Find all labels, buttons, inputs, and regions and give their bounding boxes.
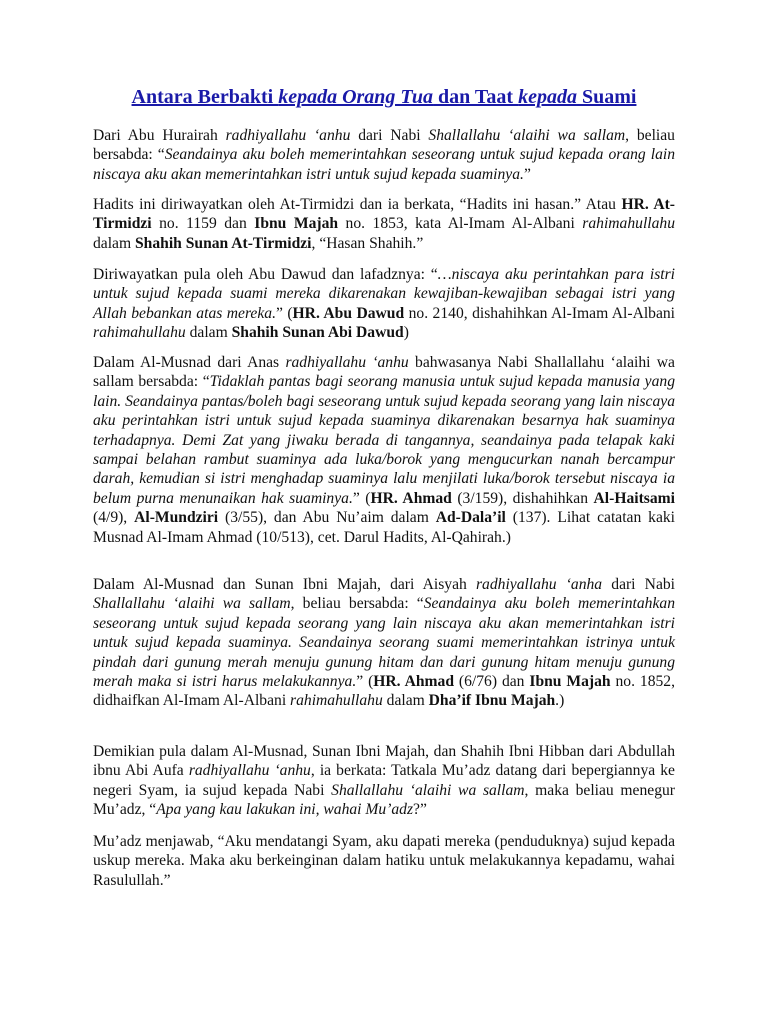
title-text-italic: kepada — [518, 86, 577, 108]
title-text-italic: kepada Orang Tua — [278, 86, 434, 108]
paragraph-7: Mu’adz menjawab, “Aku mendatangi Syam, aku dapati mereka (penduduknya) sujud kepada uskup mereka. Maka aku berkeinginan dalam hatiku untuk melakukannya kepadamu, wahai Rasulullah.” — [93, 833, 675, 889]
document-title — [0, 86, 768, 109]
paragraph-5: Dalam Al-Musnad dan Sunan Ibni Majah, dari Aisyah radhiyallahu ‘anha dari Nabi Shallallahu ‘alaihi wa sallam, beliau bersabda: “Seandainya aku boleh memerintahkan seseorang untuk sujud kepada seorang yang lain niscaya aku akan memerintahkan istri untuk sujud kepada suaminya. Seandainya seorang suami memerintahkan istrinya untuk pindah dari gunung merah menuju gunung hitam dan dari gunung hitam menuju gunung merah maka si istri harus melakukannya.” (HR. Ahmad (6/76) dan Ibnu Majah no. 1852, didhaifkan Al-Imam Al-Albani rahimahullahu dalam Dha’if Ibnu Majah.) — [93, 576, 675, 710]
paragraph-1: Dari Abu Hurairah radhiyallahu ‘anhu dari Nabi Shallallahu ‘alaihi wa sallam, beliau bersabda: “Seandainya aku boleh memerintahkan seseorang untuk sujud kepada orang lain niscaya aku akan memerintahkan istri untuk sujud kepada suaminya.” — [93, 127, 676, 183]
paragraph-2: Hadits ini diriwayatkan oleh At-Tirmidzi dan ia berkata, “Hadits ini hasan.” Atau HR. At-Tirmidzi no. 1159 dan Ibnu Majah no. 1853, kata Al-Imam Al-Albani rahimahullahu dalam Shahih Sunan At-Tirmidzi, “Hasan Shahih.” — [93, 196, 675, 252]
title-text: Antara Berbakti — [131, 86, 279, 108]
paragraph-3: Diriwayatkan pula oleh Abu Dawud dan lafadznya: “…niscaya aku perintahkan para istri untuk sujud kepada suami mereka dikarenakan kewajiban-kewajiban sebagai istri yang Allah bebankan atas mereka.” (HR. Abu Dawud no. 2140, dishahihkan Al-Imam Al-Albani rahimahullahu dalam Shahih Sunan Abi Dawud) — [93, 266, 676, 342]
paragraph-6: Demikian pula dalam Al-Musnad, Sunan Ibni Majah, dan Shahih Ibni Hibban dari Abdullah ibnu Abi Aufa radhiyallahu ‘anhu, ia berkata: Tatkala Mu’adz datang dari bepergiannya ke negeri Syam, ia sujud kepada Nabi Shallallahu ‘alaihi wa sallam, maka beliau menegur Mu’adz, “Apa yang kau lakukan ini, wahai Mu’adz?” — [93, 743, 675, 819]
paragraph-4: Dalam Al-Musnad dari Anas radhiyallahu ‘anhu bahwasanya Nabi Shallallahu ‘alaihi wa sallam bersabda: “Tidaklah pantas bagi seorang manusia untuk sujud kepada manusia yang lain. Seandainya pantas/boleh bagi seseorang untuk sujud kepada seorang yang lain niscaya aku perintahkan istri untuk sujud kepada suaminya dikarenakan besarnya hak suaminya terhadapnya. Demi Zat yang jiwaku berada di tangannya, seandainya pada telapak kaki sampai belahan rambut suaminya ada luka/borok yang mengucurkan nanah bercampur darah, kemudian si istri menghadap suaminya lalu menjilati luka/borok tersebut niscaya ia belum purna menunaikan hak suaminya.” (HR. Ahmad (3/159), dishahihkan Al-Haitsami (4/9), Al-Mundziri (3/55), dan Abu Nu’aim dalam Ad-Dala’il (137). Lihat catatan kaki Musnad Al-Imam Ahmad (10/513), cet. Darul Hadits, Al-Qahirah.) — [93, 354, 676, 546]
title-text: dan Taat — [433, 86, 519, 108]
title-text: Suami — [576, 86, 637, 108]
